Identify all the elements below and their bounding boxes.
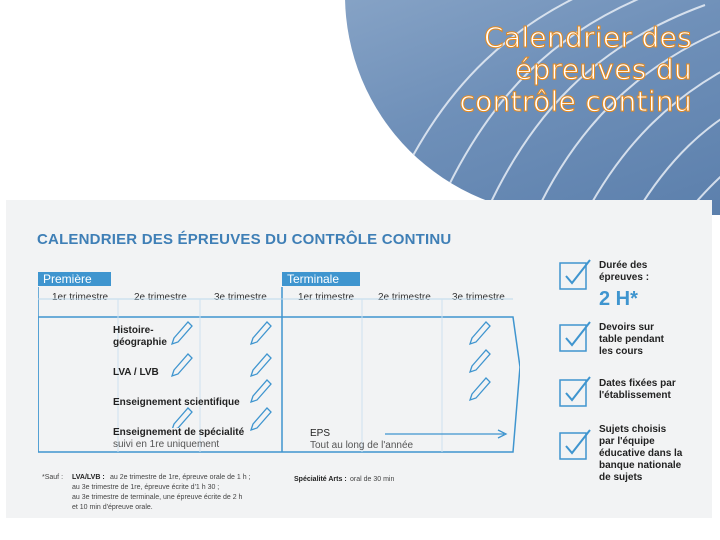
- duration-value: 2 H*: [599, 288, 638, 310]
- checkbox-icon: [557, 258, 593, 294]
- term-label: 1er trimestre: [52, 292, 109, 303]
- checkbox-icon: [557, 428, 593, 464]
- eps-label: EPS: [310, 428, 331, 439]
- footnote-line: au 3e trimestre de terminale, une épreuve écrite de 2 h: [72, 494, 243, 501]
- footnote-arts-text: oral de 30 min: [350, 476, 395, 483]
- pencil-icon: [249, 318, 273, 438]
- footnote-prefix: *Sauf :: [42, 474, 64, 481]
- premiere-header: Première: [38, 272, 111, 286]
- pencil-icon: [170, 318, 194, 428]
- term-label: 2e trimestre: [134, 292, 187, 303]
- subject-specialite-note: suivi en 1re uniquement: [113, 439, 220, 450]
- slide-title: Calendrier des épreuves du contrôle continu: [459, 21, 692, 118]
- footnote-lva-label: LVA/LVB :: [72, 474, 105, 481]
- footnote-line: au 3e trimestre de 1re, épreuve écrite d'1 h 30 ;: [72, 484, 220, 491]
- subject-specialite: Enseignement de spécialité: [113, 427, 245, 438]
- eps-arrow: [310, 427, 510, 441]
- subject-lva-lvb: LVA / LVB: [113, 367, 159, 378]
- right-item-devoirs: Devoirs sur table pendant les cours: [599, 322, 665, 357]
- footnote-line: au 2e trimestre de 1re, épreuve orale de 1 h ;: [110, 474, 251, 481]
- term-label: 1er trimestre: [298, 292, 355, 303]
- footnote-arts-label: Spécialité Arts :: [294, 476, 347, 483]
- checkbox-icon: [557, 375, 593, 411]
- calendar-title: CALENDRIER DES ÉPREUVES DU CONTRÔLE CONTINU: [37, 231, 452, 248]
- pencil-icon: [468, 318, 492, 408]
- term-label: 3e trimestre: [452, 292, 505, 303]
- right-item-sujets: Sujets choisis par l'équipe éducative dans la banque nationale de sujets: [599, 424, 683, 483]
- terminale-header: Terminale: [282, 272, 360, 286]
- right-item-dates: Dates fixées par l'établissement: [599, 378, 676, 401]
- subject-enseignement-scientifique: Enseignement scientifique: [113, 397, 240, 408]
- footnote-line: et 10 min d'épreuve orale.: [72, 504, 153, 511]
- term-label: 2e trimestre: [378, 292, 431, 303]
- term-label: 3e trimestre: [214, 292, 267, 303]
- duration-label: Durée des épreuves :: [599, 260, 650, 283]
- eps-sub: Tout au long de l'année: [310, 440, 414, 451]
- checkbox-icon: [557, 320, 593, 356]
- subject-histoire-geographie: Histoire-géographie: [113, 325, 167, 348]
